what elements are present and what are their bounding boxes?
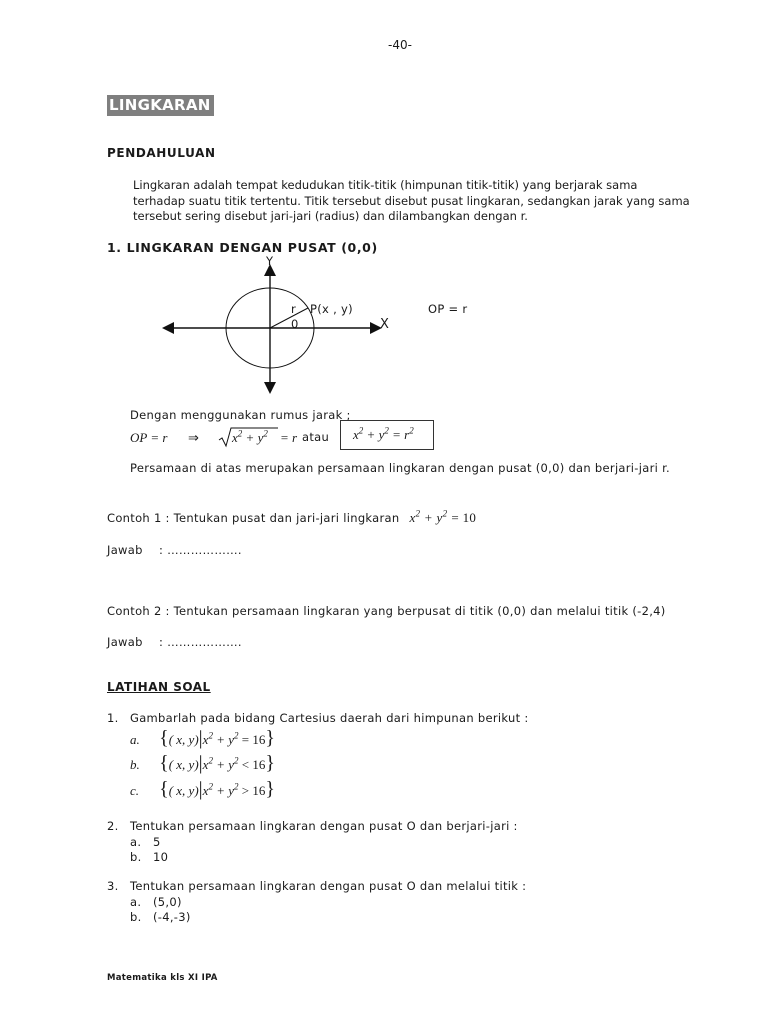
eq-op: OP = r <box>130 430 168 445</box>
set-item-a: a. {( x, $y)|x^2 + y^2 = 16$} <box>130 727 275 749</box>
x-axis-label: X <box>380 317 390 332</box>
q3-item-b: b. (-4,-3) <box>130 910 191 924</box>
radius-label: r <box>291 302 297 316</box>
example-2: Contoh 2 : Tentukan persamaan lingkaran yang berpusat di titik (0,0) dan melalui titik (-2,4) <box>107 604 666 618</box>
equation-explanation: Persamaan di atas merupakan persamaan lingkaran dengan pusat (0,0) dan berjari-jari r. <box>130 461 671 475</box>
q2-item-a: a. 5 <box>130 835 161 849</box>
example-1-text: Contoh 1 : Tentukan pusat dan jari-jari lingkaran <box>107 511 400 525</box>
intro-paragraph: Lingkaran adalah tempat kedudukan titik-titik (himpunan titik-titik) yang berjarak sama terhadap suatu titik tertentu. Titik tersebut disebut pusat lingkaran, sedangkan jarak yang sama tersebut sering disebut jari-jari (radius) dan dilambangkan dengan r. <box>133 178 690 223</box>
answer-2: Jawab : ………………. <box>107 635 242 649</box>
exercise-heading: LATIHAN SOAL <box>107 680 211 694</box>
page-title: LINGKARAN <box>107 95 214 116</box>
circle-diagram <box>150 252 410 402</box>
op-equals-r: OP = r <box>428 302 468 316</box>
eq-atau: atau <box>302 430 330 444</box>
question-2: 2. Tentukan persamaan lingkaran dengan pusat O dan berjari-jari : <box>107 819 518 833</box>
y-axis-bottom-arrow <box>264 382 276 394</box>
footer: Matematika kls XI IPA <box>107 973 218 983</box>
example-1: Contoh 1 : Tentukan pusat dan jari-jari lingkaran $x^2 + y^2 = 10$ <box>107 508 477 525</box>
set-item-b: b. {( x, $y)|x^2 + y^2 < 16$} <box>130 752 275 774</box>
example-1-rhs: = 10 <box>451 510 477 525</box>
y-axis-label: Y <box>266 254 274 268</box>
radius-line <box>270 308 308 328</box>
eq-sqrt-rhs: = r <box>280 430 298 445</box>
answer-1: Jawab : ………………. <box>107 543 242 557</box>
question-1: 1. Gambarlah pada bidang Cartesius daerah dari himpunan berikut : <box>107 711 529 725</box>
origin-label: 0 <box>291 317 299 331</box>
eq-arrow: ⇒ <box>188 430 199 445</box>
question-3: 3. Tentukan persamaan lingkaran dengan pusat O dan melalui titik : <box>107 879 527 893</box>
x-axis-left-arrow <box>162 322 174 334</box>
circle-equation-box: $x^2 + y^2 = r^2$ <box>340 420 434 450</box>
distance-formula-text: Dengan menggunakan rumus jarak ; <box>130 408 351 422</box>
q3-item-a: a. (5,0) <box>130 895 182 909</box>
distance-equation: OP = r ⇒ $x^2 + y^2$ = r atau <box>130 428 450 448</box>
intro-heading: PENDAHULUAN <box>107 146 216 160</box>
set-item-c: c. {( x, $y)|x^2 + y^2 > 16$} <box>130 778 275 800</box>
point-label: P(x , y) <box>310 302 353 316</box>
section-1-heading: 1. LINGKARAN DENGAN PUSAT (0,0) <box>107 240 378 255</box>
page-number: -40- <box>388 38 412 52</box>
q2-item-b: b. 10 <box>130 850 169 864</box>
